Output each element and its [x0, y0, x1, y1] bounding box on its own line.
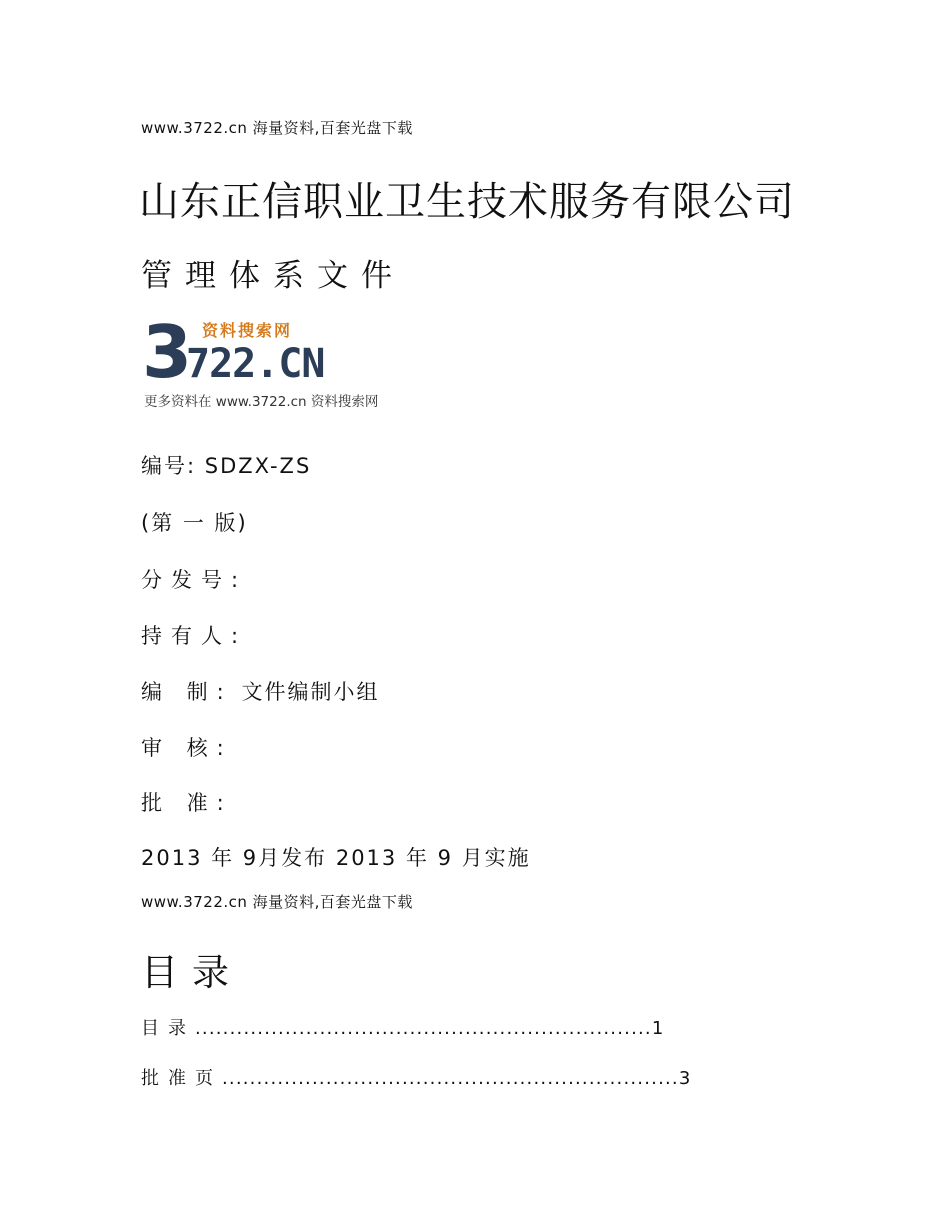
edition: (第 一 版) [141, 511, 248, 535]
compiler-value: 文件编制小组 [232, 680, 380, 704]
toc-title: 目录 [141, 951, 243, 994]
logo-slogan: 资料搜索网 [202, 321, 293, 340]
company-title: 山东正信职业卫生技术服务有限公司 [139, 179, 795, 225]
distribution-label: 分发号: [141, 568, 248, 592]
compiler-label: 编 制: [141, 680, 233, 704]
document-title: 管理体系文件 [141, 258, 405, 294]
logo-digit: 3 [142, 310, 193, 394]
logo-subtitle: 更多资料在 www.3722.cn 资料搜索网 [144, 394, 379, 410]
toc-item[interactable] [141, 1014, 664, 1040]
issue-dates: 2013 年 9月发布 2013 年 9 月实施 [141, 846, 531, 870]
site-header-top: www.3722.cn 海量资料,百套光盘下载 [141, 119, 413, 137]
toc-item-page: 3 [678, 1068, 691, 1089]
toc-item-label: 批准页 [141, 1068, 222, 1089]
approver-label: 批 准: [141, 791, 233, 815]
toc-item-label: 目录 [141, 1018, 195, 1039]
toc-item-leader: .................................................................. [195, 1018, 652, 1039]
toc-item-page: 1 [651, 1018, 664, 1039]
document-code: 编号: SDZX-ZS [141, 454, 312, 478]
holder [141, 620, 247, 650]
site-header-mid: www.3722.cn 海量资料,百套光盘下载 [141, 893, 413, 911]
holder-label: 持有人: [141, 624, 248, 648]
reviewer [141, 732, 233, 762]
site-logo [140, 310, 412, 412]
approver [141, 787, 233, 817]
compiler [141, 676, 379, 706]
distribution-number [141, 564, 247, 594]
toc-item[interactable] [141, 1064, 691, 1090]
toc-item-leader: .................................................................. [222, 1068, 679, 1089]
reviewer-label: 审 核: [141, 736, 233, 760]
logo-number: 722.CN [186, 341, 325, 387]
